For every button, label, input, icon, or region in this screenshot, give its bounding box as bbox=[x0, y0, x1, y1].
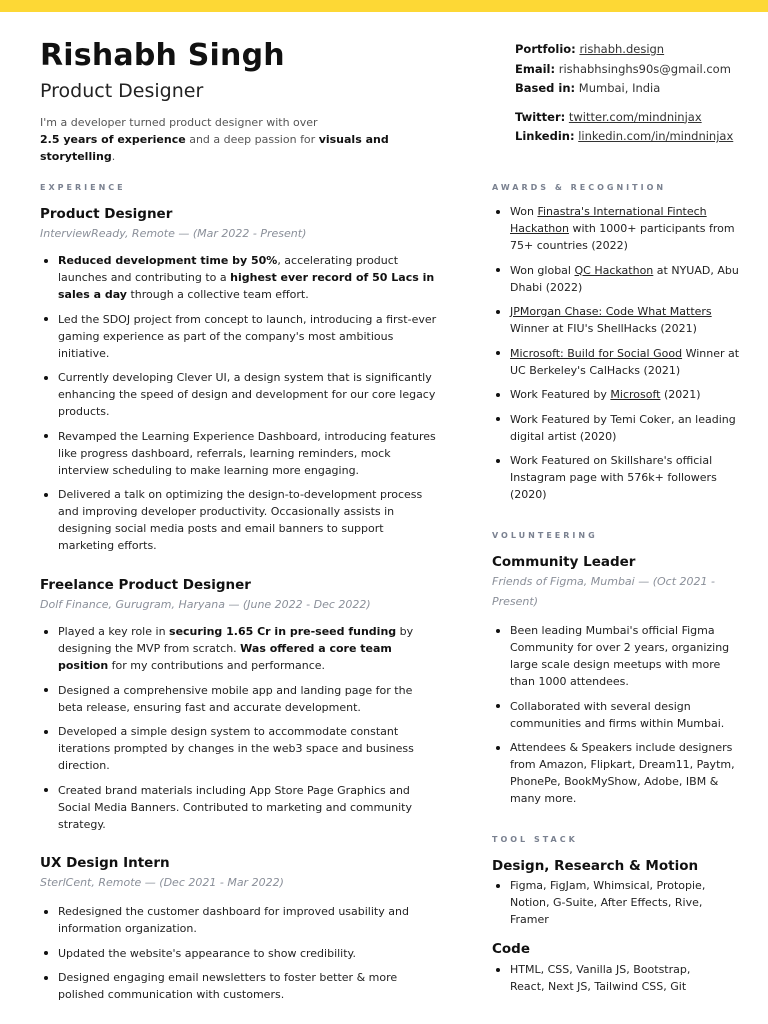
contact-block bbox=[515, 40, 755, 147]
bullet-item: Won global QC Hackathon at NYUAD, Abu Dhabi (2022) bbox=[492, 262, 742, 296]
location-value: Mumbai, India bbox=[578, 81, 661, 95]
job-title: Product Designer bbox=[40, 206, 173, 222]
bullet-item: Work Featured by Temi Coker, an leading digital artist (2020) bbox=[492, 411, 742, 445]
tools-code-list bbox=[492, 961, 722, 1003]
bullet-item: Updated the website's appearance to show credibility. bbox=[40, 945, 440, 962]
intro-part-2: and a deep passion for bbox=[185, 133, 319, 146]
job-bullets bbox=[40, 252, 440, 562]
location-label: Based in: bbox=[515, 81, 576, 95]
bullet-item: Played a key role in securing 1.65 Cr in pre-seed funding by designing the MVP from scratch. Was offered a core team position for my contributions and performance. bbox=[40, 623, 440, 674]
bullet-item: JPMorgan Chase: Code What Matters Winner at FIU's ShellHacks (2021) bbox=[492, 303, 742, 337]
bullet-link[interactable]: Microsoft: Build for Social Good bbox=[510, 346, 683, 360]
volunteering-heading: VOLUNTEERING bbox=[492, 531, 598, 540]
bullet-item: Led the SDOJ project from concept to launch, introducing a first-ever gaming experience as part of the company's most ambitious initiative. bbox=[40, 311, 440, 362]
bullet-item: Attendees & Speakers include designers from Amazon, Flipkart, Dream11, Paytm, PhonePe, BookMyShow, Adobe, IBM & many more. bbox=[492, 739, 742, 807]
bullet-highlight: securing 1.65 Cr in pre-seed funding bbox=[169, 625, 397, 638]
experience-heading: EXPERIENCE bbox=[40, 183, 126, 192]
bullet-item: Been leading Mumbai's official Figma Community for over 2 years, organizing large scale design meetups with more than 1000 attendees. bbox=[492, 622, 742, 690]
linkedin-link[interactable]: linkedin.com/in/mindninjax bbox=[578, 129, 734, 143]
bullet-link[interactable]: QC Hackathon bbox=[574, 263, 654, 277]
bullet-highlight: Was offered a core team position bbox=[58, 642, 392, 672]
job-bullets bbox=[40, 623, 440, 840]
job-bullets bbox=[40, 903, 440, 1011]
bullet-item: Designed a comprehensive mobile app and landing page for the beta release, ensuring fast and accurate development. bbox=[40, 682, 440, 716]
contact-linkedin-row bbox=[515, 127, 755, 147]
awards-list bbox=[492, 203, 742, 511]
intro-part-3: . bbox=[111, 150, 116, 163]
volunteer-meta: Friends of Figma, Mumbai — (Oct 2021 - Present) bbox=[492, 575, 715, 608]
portfolio-label: Portfolio: bbox=[515, 42, 576, 56]
job-meta: Dolf Finance, Gurugram, Haryana — (June 2022 - Dec 2022) bbox=[40, 598, 371, 611]
candidate-name: Rishabh Singh bbox=[40, 38, 285, 73]
linkedin-label: Linkedin: bbox=[515, 129, 575, 143]
awards-heading: AWARDS & RECOGNITION bbox=[492, 183, 667, 192]
bullet-item: Designed engaging email newsletters to foster better & more polished communication with customers. bbox=[40, 969, 440, 1003]
tools-heading: TOOL STACK bbox=[492, 835, 578, 844]
job-title: Freelance Product Designer bbox=[40, 577, 251, 593]
bullet-item: Won Finastra's International Fintech Hackathon with 1000+ participants from 75+ countries (2022) bbox=[492, 203, 742, 254]
bullet-highlight: highest ever record of 50 Lacs in sales a day bbox=[58, 271, 435, 301]
contact-twitter-row bbox=[515, 108, 755, 128]
job-meta: InterviewReady, Remote — (Mar 2022 - Present) bbox=[40, 227, 307, 240]
job-meta: SterlCent, Remote — (Dec 2021 - Mar 2022) bbox=[40, 876, 284, 889]
intro-highlight-experience: 2.5 years of experience bbox=[40, 133, 186, 146]
twitter-label: Twitter: bbox=[515, 109, 566, 124]
contact-portfolio-row bbox=[515, 40, 755, 60]
intro-part-1: I'm a developer turned product designer with over bbox=[40, 116, 318, 129]
bullet-item: Work Featured on Skillshare's official Instagram page with 576k+ followers (2020) bbox=[492, 452, 742, 503]
twitter-link[interactable]: twitter.com/mindninjax bbox=[568, 109, 702, 124]
bullet-item: HTML, CSS, Vanilla JS, Bootstrap, React, Next JS, Tailwind CSS, Git bbox=[492, 961, 722, 995]
email-label: Email: bbox=[515, 61, 556, 76]
bullet-item: Delivered a talk on optimizing the design-to-development process and improving developer productivity. Occasionally assists in designing social media posts and email banners to support marketing efforts. bbox=[40, 486, 440, 554]
bullet-item: Currently developing Clever UI, a design system that is significantly enhancing the speed of design and development for our core legacy products. bbox=[40, 369, 440, 420]
bullet-item: Collaborated with several design communities and firms within Mumbai. bbox=[492, 698, 742, 732]
job-title: UX Design Intern bbox=[40, 855, 170, 871]
email-value[interactable]: rishabhsinghs90s@gmail.com bbox=[558, 61, 731, 76]
candidate-role: Product Designer bbox=[40, 80, 204, 102]
tools-code-title: Code bbox=[492, 941, 531, 957]
accent-bar bbox=[0, 0, 768, 12]
contact-location-row bbox=[515, 79, 755, 99]
tools-design-list bbox=[492, 877, 722, 936]
tools-design-title: Design, Research & Motion bbox=[492, 858, 699, 874]
bullet-link[interactable]: Microsoft bbox=[610, 388, 661, 401]
volunteer-bullets bbox=[492, 622, 742, 815]
contact-email-row bbox=[515, 60, 755, 80]
volunteer-role-title: Community Leader bbox=[492, 554, 636, 570]
intro-text bbox=[40, 114, 460, 165]
bullet-item: Redesigned the customer dashboard for improved usability and information organization. bbox=[40, 903, 440, 937]
bullet-link[interactable]: Finastra's International Fintech Hackathon bbox=[510, 205, 707, 235]
portfolio-link[interactable]: rishabh.design bbox=[579, 42, 665, 56]
bullet-item: Created brand materials including App Store Page Graphics and Social Media Banners. Contributed to marketing and community strategy. bbox=[40, 782, 440, 833]
intro-highlight-passion: visuals and storytelling bbox=[40, 133, 389, 163]
bullet-link[interactable]: JPMorgan Chase: Code What Matters bbox=[510, 305, 712, 318]
bullet-item: Reduced development time by 50%, accelerating product launches and contributing to a highest ever record of 50 Lacs in sales a day through a collective team effort. bbox=[40, 252, 440, 303]
bullet-item: Work Featured by Microsoft (2021) bbox=[492, 386, 742, 403]
bullet-highlight: Reduced development time by 50% bbox=[58, 254, 278, 267]
bullet-item: Revamped the Learning Experience Dashboard, introducing features like progress dashboard, referrals, learning reminders, mock interview scheduling to make learning more engaging. bbox=[40, 428, 440, 479]
bullet-item: Developed a simple design system to accommodate constant iterations prompted by changes in the web3 space and business direction. bbox=[40, 723, 440, 774]
bullet-item: Figma, FigJam, Whimsical, Protopie, Notion, G-Suite, After Effects, Rive, Framer bbox=[492, 877, 722, 928]
bullet-item: Microsoft: Build for Social Good Winner at UC Berkeley's CalHacks (2021) bbox=[492, 345, 742, 379]
